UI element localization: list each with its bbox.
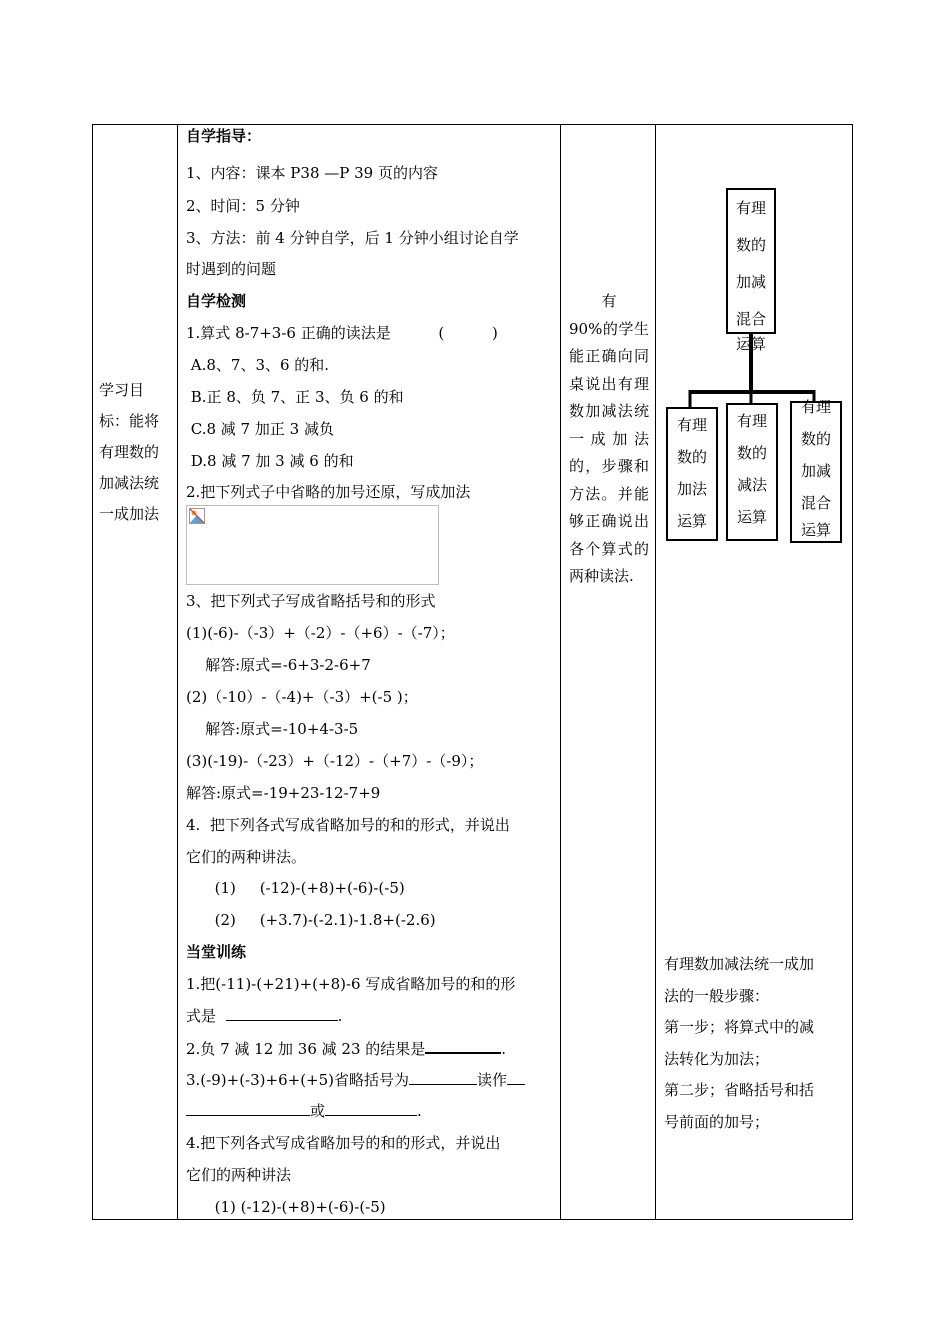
practice-4-cont: 它们的两种讲法 xyxy=(186,1166,292,1184)
diagram-addition-box xyxy=(666,407,718,541)
diagram-root-line: 运算 xyxy=(735,335,766,353)
practice-3-cont: 或 . xyxy=(186,1101,422,1121)
practice-3-or: 或 xyxy=(310,1102,326,1120)
practice-2-text: 2.负 7 减 12 加 36 减 23 的结果是 xyxy=(186,1040,426,1058)
practice-2: 2.负 7 减 12 加 36 减 23 的结果是 . xyxy=(186,1040,507,1058)
option-d: D.8 减 7 加 3 减 6 的和 xyxy=(186,452,354,470)
diagram-mixed-box xyxy=(790,398,842,543)
heading-practice: 当堂训练 xyxy=(186,943,247,961)
diagram-mixed-line: 数的 xyxy=(800,430,831,448)
step-line: 法的一般步骤： xyxy=(664,986,770,1005)
diagram-addition-line: 有理 xyxy=(676,416,707,434)
diagram-addition-line: 数的 xyxy=(676,448,707,466)
broken-image-icon xyxy=(189,508,205,524)
step-line: 法转化为加法； xyxy=(664,1049,770,1068)
practice-3-read: 读作 xyxy=(477,1071,508,1089)
practice-4: 4.把下列各式写成省略加号的和的形式，并说出 xyxy=(186,1134,501,1152)
q3-item: (2)（-10）-（-4)+（-3）+(-5 )； xyxy=(186,688,418,706)
q4-item: (1) (-12)-(+8)+(-6)-(-5) xyxy=(186,879,405,897)
practice-3-text: 3.(-9)+(-3)+6+(+5)省略括号为 xyxy=(186,1071,410,1089)
diagram-subtraction-line: 运算 xyxy=(736,508,767,526)
q3-answer: 解答:原式=-10+4-3-5 xyxy=(186,720,359,738)
diagram-subtraction-box xyxy=(726,403,778,541)
practice-1-prefix: 式是 xyxy=(186,1007,217,1025)
practice-4-item: (1) (-12)-(+8)+(-6)-(-5) xyxy=(186,1198,386,1216)
q3-item: (3)(-19)-（-23）+（-12）-（+7）-（-9）； xyxy=(186,752,484,770)
question-2: 2.把下列式子中省略的加号还原，写成加法 xyxy=(186,483,471,501)
learning-objective: 学习目标：能将有理数的加减法统一成加法 xyxy=(99,381,160,523)
guide-line: 3、方法：前 4 分钟自学，后 1 分钟小组讨论自学 xyxy=(186,229,519,247)
step-line: 有理数加减法统一成加 xyxy=(664,955,815,973)
option-a: A.8、7、3、6 的和. xyxy=(186,356,330,374)
step-line: 第一步；将算式中的减 xyxy=(664,1018,815,1036)
diagram-mixed-line: 运算 xyxy=(800,521,831,539)
diagram-addition-line: 加法 xyxy=(676,480,707,498)
diagram-subtraction-line: 数的 xyxy=(736,444,767,462)
content-cell xyxy=(178,125,561,1220)
heading-guide: 自学指导： xyxy=(186,127,262,145)
diagram-mixed-line: 混合 xyxy=(800,494,831,512)
diagram-mixed-line: 有理 xyxy=(800,398,831,416)
diagram-root-line: 混合 xyxy=(735,310,766,328)
outcome-cell xyxy=(561,125,656,1220)
lesson-table xyxy=(92,124,853,1220)
option-c: C.8 减 7 加正 3 减负 xyxy=(186,420,334,438)
steps-text xyxy=(664,949,846,1138)
guide-line: 1、内容：课本 P38 —P 39 页的内容 xyxy=(186,164,438,182)
practice-1-cont: 式是 . xyxy=(186,1007,343,1025)
guide-line: 时遇到的问题 xyxy=(186,260,277,278)
outcome-first: 有 xyxy=(601,292,617,310)
diagram-addition-line: 运算 xyxy=(676,512,707,530)
step-line: 号前面的加号； xyxy=(664,1112,770,1131)
outcome-text xyxy=(569,288,649,591)
answer-blank[interactable] xyxy=(425,1038,501,1054)
objective-cell xyxy=(93,125,178,1220)
guide-line: 2、时间：5 分钟 xyxy=(186,197,300,215)
diagram-subtraction-line: 有理 xyxy=(736,412,767,430)
q4-item: (2) (+3.7)-(-2.1)-1.8+(-2.6) xyxy=(186,911,436,929)
image-placeholder xyxy=(186,505,439,585)
q3-answer: 解答:原式=-6+3-2-6+7 xyxy=(186,656,371,674)
question-3: 3、把下列式子写成省略括号和的形式 xyxy=(186,592,436,610)
question-4-cont: 它们的两种讲法。 xyxy=(186,848,307,866)
step-line: 第二步；省略括号和括 xyxy=(664,1081,815,1099)
outcome-body: 90%的学生能正确向同桌说出有理数加减法统一成加法的，步骤和方法。并能够正确说出各个算式的两种读法. xyxy=(569,319,649,585)
heading-check: 自学检测 xyxy=(186,292,247,310)
q3-answer: 解答:原式=-19+23-12-7+9 xyxy=(186,784,381,802)
diagram-root-box xyxy=(726,188,776,353)
answer-blank[interactable] xyxy=(507,1070,525,1085)
diagram-root-line: 有理 xyxy=(735,199,766,217)
question-1: 1.算式 8-7+3-6 正确的读法是 ( ) xyxy=(186,324,498,342)
diagram-mixed-line: 加减 xyxy=(800,462,831,480)
q3-item: (1)(-6)-（-3）+（-2）-（+6）-（-7）； xyxy=(186,624,455,642)
diagram-root-line: 加减 xyxy=(735,273,766,291)
diagram-root-line: 数的 xyxy=(735,236,766,254)
option-b: B.正 8、负 7、正 3、负 6 的和 xyxy=(186,388,404,406)
summary-cell xyxy=(656,125,853,1220)
practice-1: 1.把(-11)-(+21)+(+8)-6 写成省略加号的和的形 xyxy=(186,975,516,993)
practice-3 xyxy=(186,1070,525,1090)
answer-blank[interactable] xyxy=(186,1101,310,1116)
diagram-subtraction-line: 减法 xyxy=(736,476,767,494)
question-4: 4. 把下列各式写成省略加号的和的形式，并说出 xyxy=(186,816,510,834)
answer-blank[interactable] xyxy=(325,1101,417,1116)
answer-blank[interactable] xyxy=(409,1070,477,1085)
answer-blank[interactable] xyxy=(226,1006,338,1021)
